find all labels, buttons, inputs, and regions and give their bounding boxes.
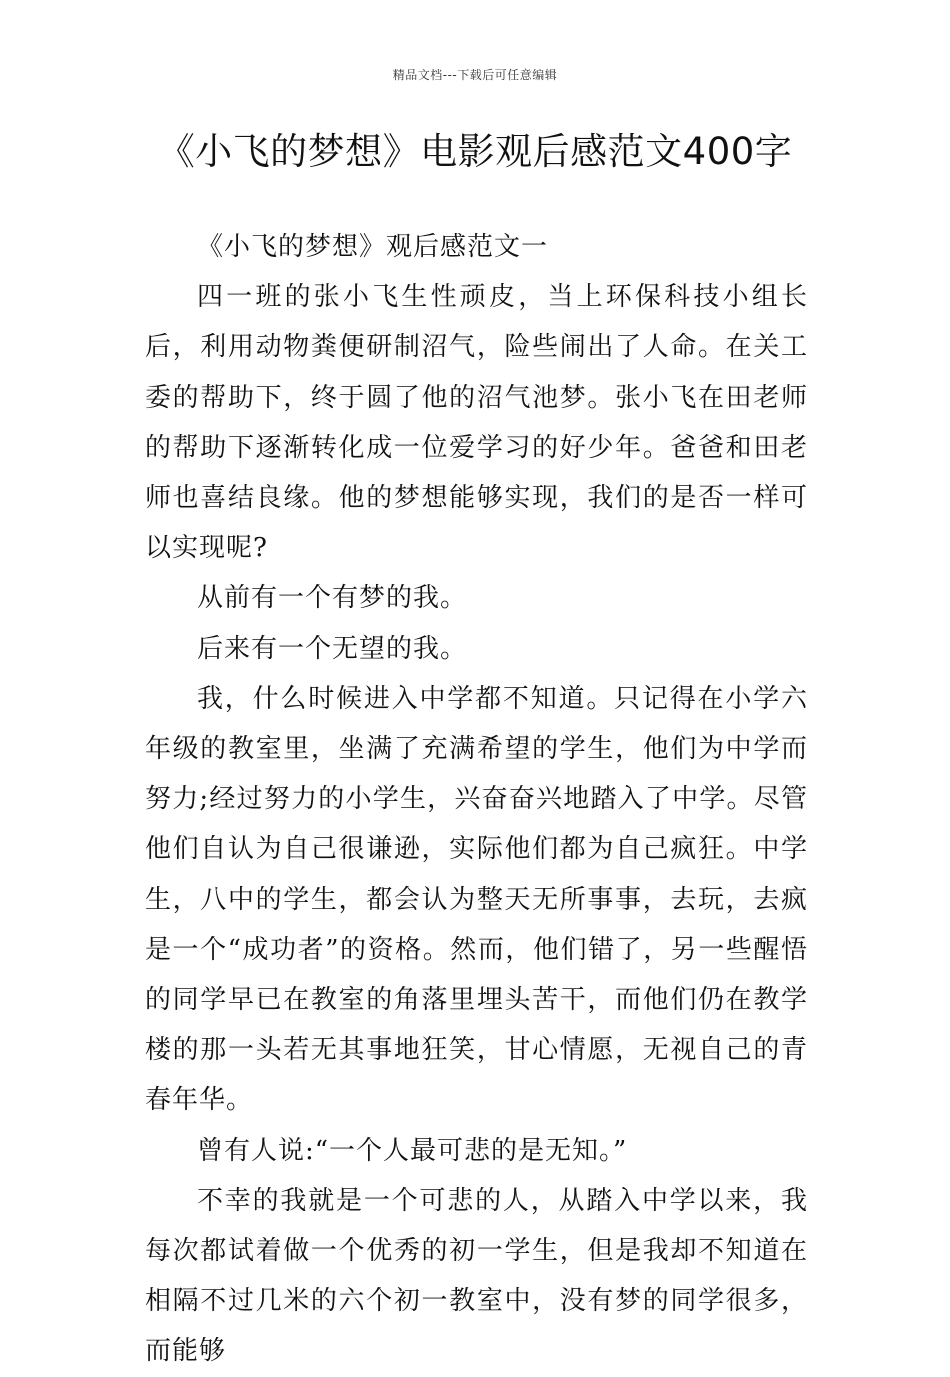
paragraph: 从前有一个有梦的我。: [197, 583, 468, 614]
document-body: [145, 222, 808, 1377]
paragraph: 四一班的张小飞生性顽皮，当上环保科技小组长后，利用动物粪便研制沼气，险些闹出了人命。在关工委的帮助下，终于圆了他的沼气池梦。张小飞在田老师的帮助下逐渐转化成一位爱学习的好少年。爸爸和田老师也喜结良缘。他的梦想能够实现，我们的是否一样可以实现呢?: [145, 282, 808, 564]
header-note: 精品文档---下载后可任意编辑: [392, 68, 558, 82]
document-title: 《小飞的梦想》电影观后感范文400字: [157, 130, 793, 173]
paragraph: 曾有人说:“一个人最可悲的是无知。”: [197, 1135, 628, 1166]
paragraph: 不幸的我就是一个可悲的人，从踏入中学以来，我每次都试着做一个优秀的初一学生，但是我却不知道在相隔不过几米的六个初一教室中，没有梦的同学很多，而能够: [145, 1185, 808, 1367]
paragraph-subtitle: 《小飞的梦想》观后感范文一: [197, 232, 549, 262]
paragraph: 后来有一个无望的我。: [197, 633, 468, 664]
paragraph: 我，什么时候进入中学都不知道。只记得在小学六年级的教室里，坐满了充满希望的学生，他们为中学而努力;经过努力的小学生，兴奋奋兴地踏入了中学。尽管他们自认为自己很谦逊，实际他们都为自己疯狂。中学生，八中的学生，都会认为整天无所事事，去玩，去疯是一个“成功者”的资格。然而，他们错了，另一些醒悟的同学早已在教室的角落里埋头苦干，而他们仍在教学楼的那一头若无其事地狂笑，甘心情愿，无视自己的青春年华。: [145, 683, 808, 1116]
